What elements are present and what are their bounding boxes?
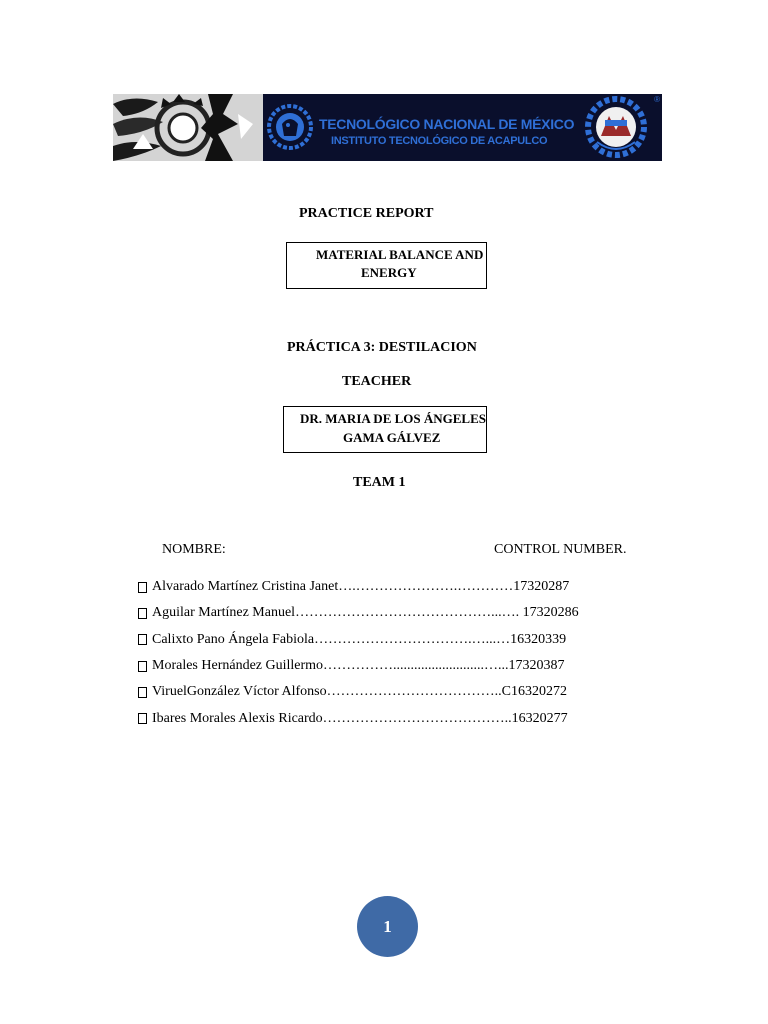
team-members-list [138, 574, 608, 732]
list-item [138, 679, 608, 705]
checkbox-bullet-icon [138, 713, 147, 724]
checkbox-bullet-icon [138, 661, 147, 672]
ita-gear-seal-icon [583, 96, 649, 158]
checkbox-bullet-icon [138, 634, 147, 645]
teacher-name-line-2: GAMA GÁLVEZ [343, 430, 441, 445]
control-number-column-label: CONTROL NUMBER. [494, 542, 627, 557]
member-entry: Morales Hernández Guillermo……………..........................…...17320387 [152, 658, 565, 674]
list-item [138, 600, 608, 626]
checkbox-bullet-icon [138, 687, 147, 698]
list-item [138, 705, 608, 731]
name-column-label: NOMBRE: [162, 542, 226, 557]
subject-line-1: MATERIAL BALANCE AND [316, 247, 484, 262]
teacher-name-line-1: DR. MARIA DE LOS ÁNGELES [300, 411, 487, 426]
registered-mark: ® [654, 95, 660, 104]
sun-stone-artwork [113, 94, 263, 161]
header-banner [113, 94, 662, 161]
page-number-badge: 1 [357, 896, 418, 957]
checkbox-bullet-icon [138, 608, 147, 619]
list-item [138, 653, 608, 679]
institute-name: INSTITUTO TECNOLÓGICO DE ACAPULCO [331, 135, 548, 147]
member-entry: Calixto Pano Ángela Fabiola…………………………….…...…16320339 [152, 631, 567, 647]
report-title: PRACTICE REPORT [299, 206, 434, 221]
member-entry: Aguilar Martínez Manuel……………………………………...…. 17320286 [152, 605, 579, 621]
subject-line-2: ENERGY [361, 265, 417, 280]
institution-name: TECNOLÓGICO NACIONAL DE MÉXICO [319, 116, 575, 132]
team-label: TEAM 1 [353, 475, 406, 490]
member-entry: Ibares Morales Alexis Ricardo…………………………………..16320277 [152, 710, 568, 726]
member-entry: ViruelGonzález Víctor Alfonso………………………………..C16320272 [152, 684, 567, 700]
list-item [138, 574, 608, 600]
member-entry: Alvarado Martínez Cristina Janet….………………….…………17320287 [152, 579, 570, 595]
teacher-label: TEACHER [342, 374, 412, 389]
checkbox-bullet-icon [138, 582, 147, 593]
list-item [138, 627, 608, 653]
tecnm-logo-icon [267, 96, 313, 158]
institution-banner [263, 94, 662, 161]
practice-title: PRÁCTICA 3: DESTILACION [287, 340, 477, 355]
